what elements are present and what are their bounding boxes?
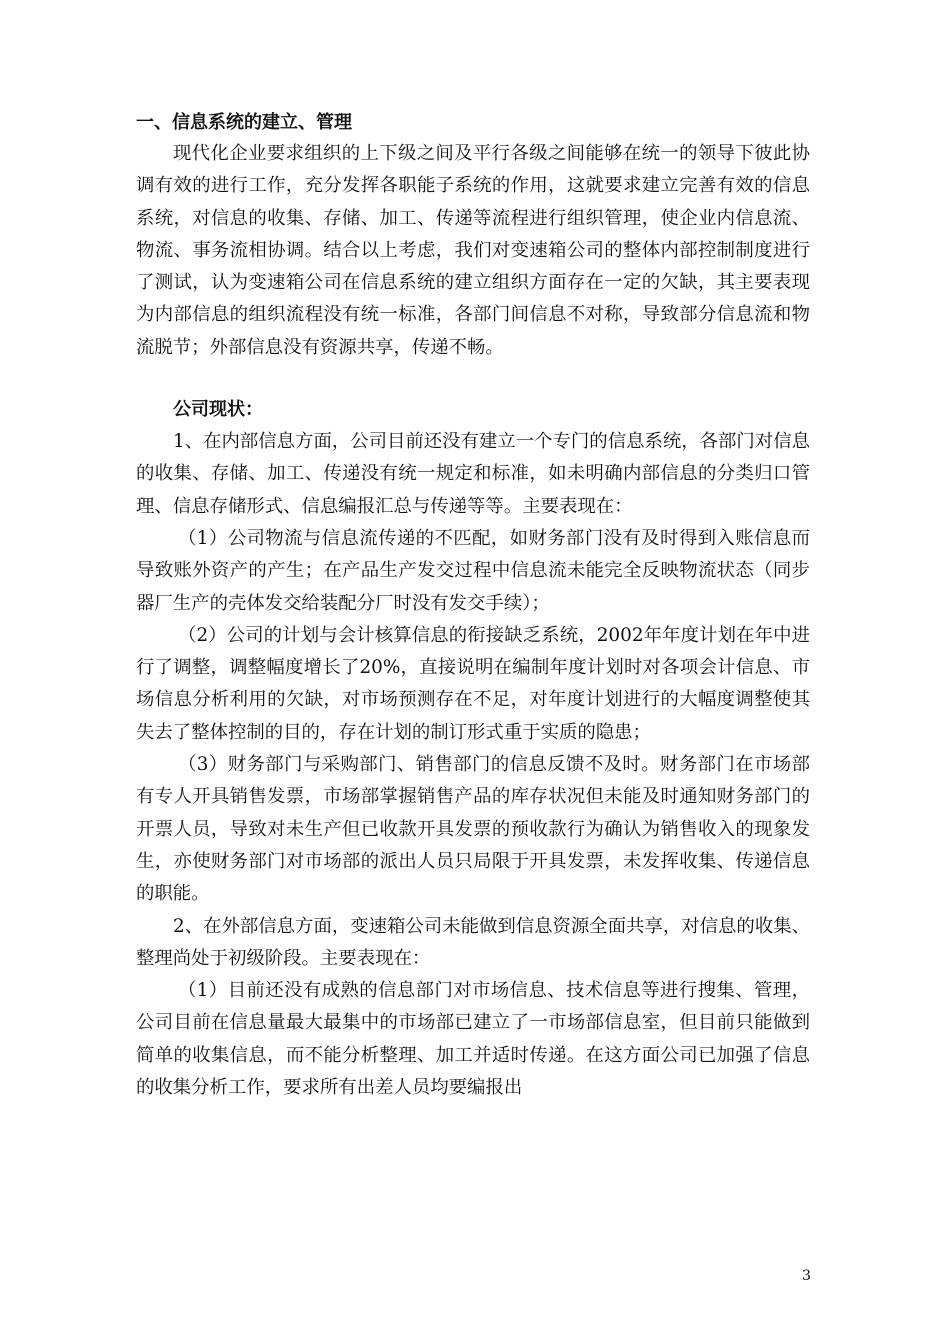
point-2-paragraph: 2、在外部信息方面，变速箱公司未能做到信息资源全面共享，对信息的收集、整理尚处于初级阶段。主要表现在：	[136, 915, 810, 969]
paragraph-spacer	[136, 364, 810, 394]
point-1-item-2: （2）公司的计划与会计核算信息的衔接缺乏系统，2002年年度计划在年中进行了调整，调整幅度增长了20%，直接说明在编制年度计划时对各项会计信息、市场信息分析利用的欠缺，对市场预测存在不足，对年度计划进行的大幅度调整使其失去了整体控制的目的，存在计划的制订形式重于实质的隐患；	[136, 624, 810, 743]
section-heading: 一、信息系统的建立、管理	[136, 112, 352, 133]
status-heading: 公司现状：	[173, 399, 263, 421]
intro-paragraph: 现代化企业要求组织的上下级之间及平行各级之间能够在统一的领导下彼此协调有效的进行工作，充分发挥各职能子系统的作用，这就要求建立完善有效的信息系统，对信息的收集、存储、加工、传递等流程进行组织管理，使企业内信息流、物流、事务流相协调。结合以上考虑，我们对变速箱公司的整体内部控制制度进行了测试，认为变速箱公司在信息系统的建立组织方面存在一定的欠缺，其主要表现为内部信息的组织流程没有统一标准，各部门间信息不对称，导致部分信息流和物流脱节；外部信息没有资源共享，传递不畅。	[136, 143, 810, 358]
page-number: 3	[802, 1268, 811, 1284]
point-1-item-1: （1）公司物流与信息流传递的不匹配，如财务部门没有及时得到入账信息而导致账外资产的产生；在产品生产发交过程中信息流未能完全反映物流状态（同步器厂生产的壳体发交给装配分厂时没有发交手续）；	[136, 527, 810, 614]
page-body	[136, 108, 810, 1104]
point-2-item-1: （1）目前还没有成熟的信息部门对市场信息、技术信息等进行搜集、管理，公司目前在信息量最大最集中的市场部已建立了一市场部信息室，但目前只能做到简单的收集信息，而不能分析整理、加工并适时传递。在这方面公司已加强了信息的收集分析工作，要求所有出差人员均要编报出	[136, 980, 810, 1099]
point-1-item-3: （3）财务部门与采购部门、销售部门的信息反馈不及时。财务部门在市场部有专人开具销售发票，市场部掌握销售产品的库存状况但未能及时通知财务部门的开票人员，导致对未生产但已收款开具发票的预收款行为确认为销售收入的现象发生，亦使财务部门对市场部的派出人员只局限于开具发票，未发挥收集、传递信息的职能。	[136, 754, 810, 905]
point-1-paragraph: 1、在内部信息方面，公司目前还没有建立一个专门的信息系统，各部门对信息的收集、存储、加工、传递没有统一规定和标准，如未明确内部信息的分类归口管理、信息存储形式、信息编报汇总与传递等等。主要表现在：	[136, 431, 810, 517]
